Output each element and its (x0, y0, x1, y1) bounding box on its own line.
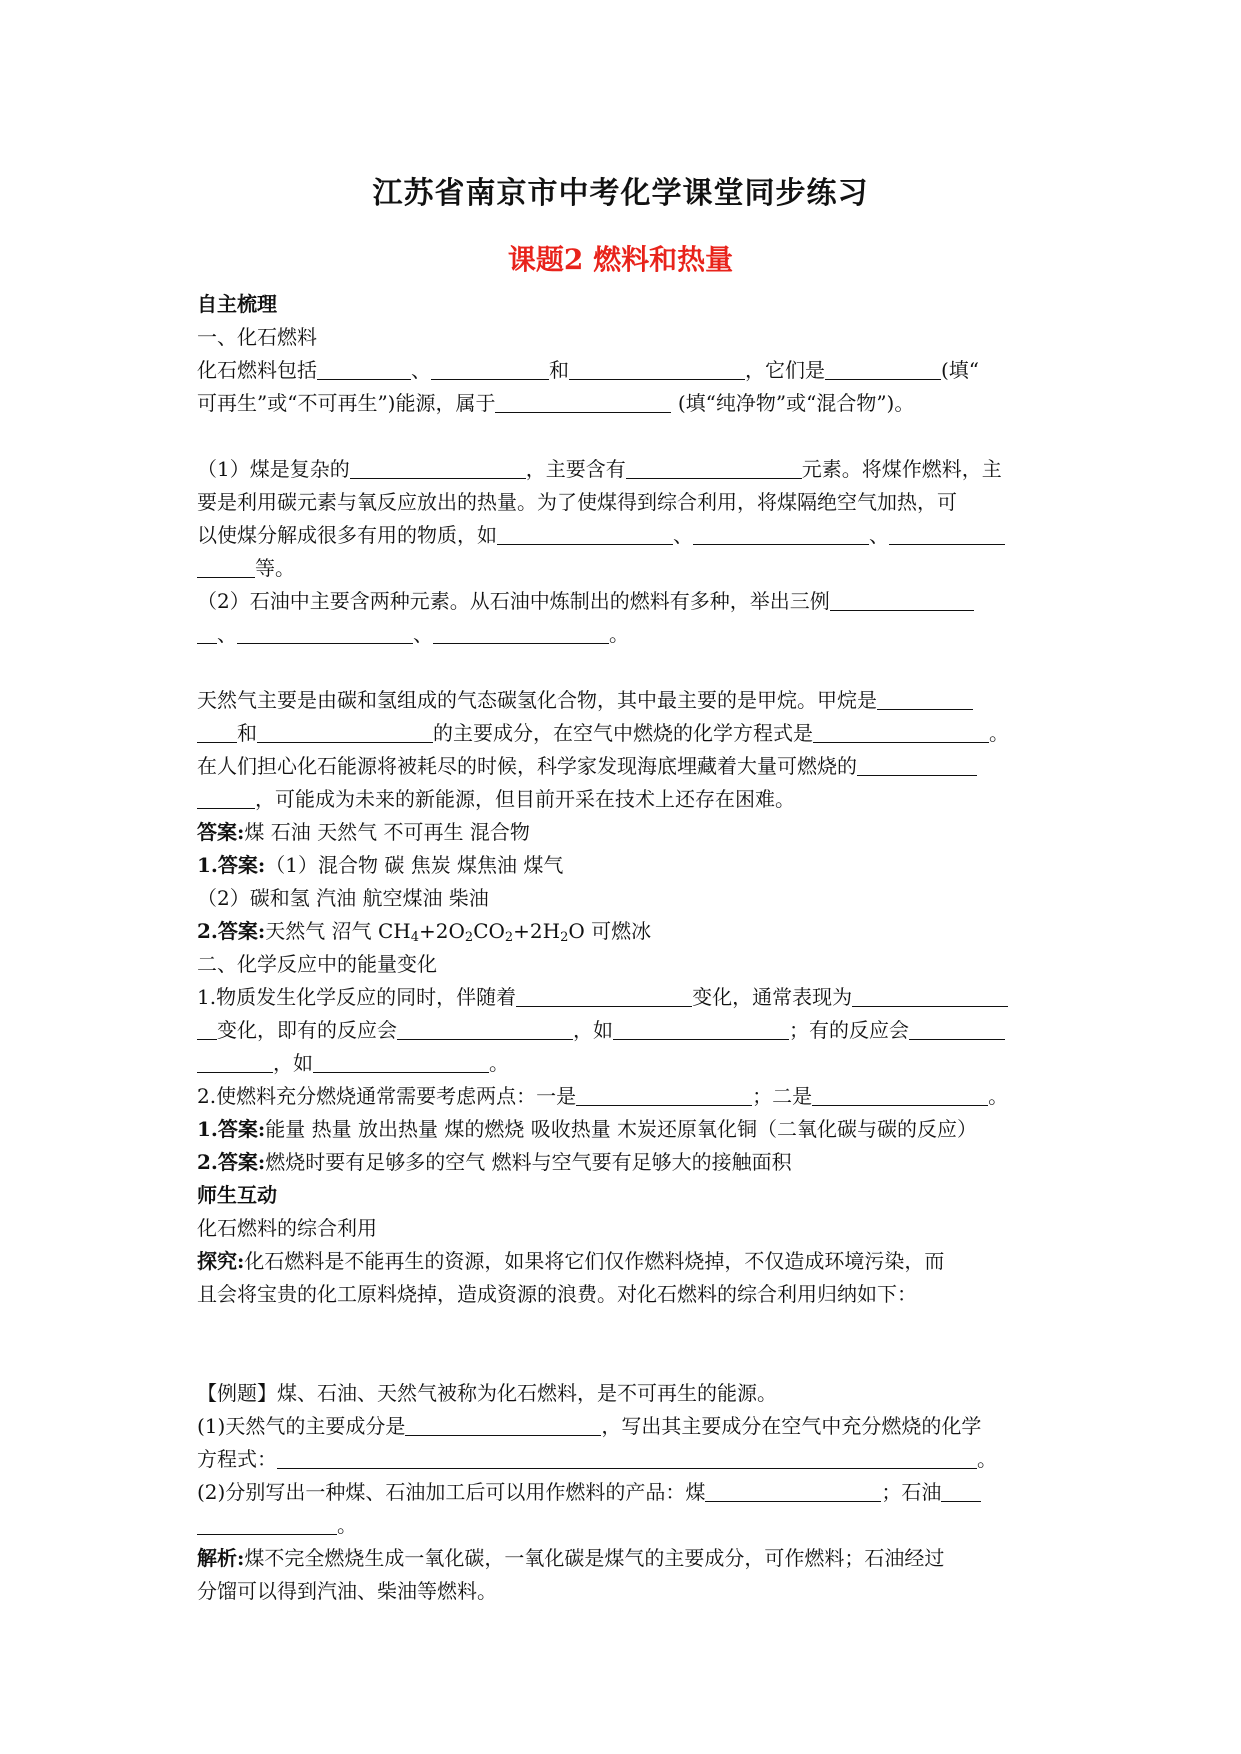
interaction-subtitle: 化石燃料的综合利用 (197, 1216, 377, 1240)
section-heading-interaction: 师生互动 (197, 1183, 277, 1207)
explore-line1: 探究:化石燃料是不能再生的资源，如果将它们仅作燃料烧掉，不仅造成环境污染，而 (197, 1249, 945, 1273)
answer-blank[interactable] (889, 524, 1005, 545)
part1-title: 一、化石燃料 (197, 325, 317, 349)
question-fossil-fuels-line1: 化石燃料包括 、 和 ，它们是 (填“ (197, 358, 980, 382)
answer-blank[interactable] (705, 1481, 881, 1502)
answer-blank[interactable] (812, 1085, 988, 1106)
answer-blank[interactable] (197, 722, 237, 743)
question-oil-line2: 、 、 。 (197, 618, 1045, 651)
answer-blank[interactable] (257, 722, 433, 743)
analysis-line2: 分馏可以得到汽油、柴油等燃料。 (197, 1579, 497, 1603)
document-body (197, 288, 1045, 1608)
combustion-question: 2.使燃料充分燃烧通常需要考虑两点：一是 ；二是 。 (197, 1084, 1009, 1108)
answer-blank[interactable] (497, 524, 673, 545)
answer-line-2: 2.答案:天然气 沼气 $CH_4+2O_2CO_2+2H_2O$ 可燃冰 (197, 919, 652, 945)
answer-blank[interactable] (495, 392, 671, 413)
answer-blank[interactable] (516, 986, 692, 1007)
lesson-subtitle: 课题2 燃料和热量 (507, 243, 734, 276)
answer-blank[interactable] (626, 458, 802, 479)
answer-blank[interactable] (197, 1052, 273, 1073)
answer-blank[interactable] (569, 359, 745, 380)
question-gas-line2: 和 的主要成分，在空气中燃烧的化学方程式是 。 (197, 717, 1045, 750)
energy-answer-2: 2.答案:燃烧时要有足够多的空气 燃料与空气要有足够大的接触面积 (197, 1150, 792, 1174)
answer-blank[interactable] (877, 689, 973, 710)
example-title: 【例题】煤、石油、天然气被称为化石燃料，是不可再生的能源。 (197, 1381, 777, 1405)
page-title: 江苏省南京市中考化学课堂同步练习 (372, 176, 869, 211)
example-q2-line1: (2)分别写出一种煤、石油加工后可以用作燃料的产品：煤 ；石油 (197, 1476, 1045, 1509)
answer-blank[interactable] (405, 1415, 601, 1436)
explore-line2: 且会将宝贵的化工原料烧掉，造成资源的浪费。对化石燃料的综合利用归纳如下： (197, 1282, 917, 1306)
answer-blank[interactable] (830, 590, 974, 611)
question-fossil-fuels-line2: 可再生”或“不可再生”)能源，属于 (填“纯净物”或“混合物”)。 (197, 391, 915, 415)
energy-answer-1: 1.答案:能量 热量 放出热量 煤的燃烧 吸收热量 木炭还原氧化铜（二氧化碳与碳的反应） (197, 1117, 978, 1141)
answer-blank[interactable] (277, 1448, 977, 1469)
question-coal-line2: 要是利用碳元素与氧反应放出的热量。为了使煤得到综合利用，将煤隔绝空气加热，可 (197, 490, 957, 514)
answer-blank[interactable] (237, 623, 413, 644)
section-heading-self-study: 自主梳理 (197, 292, 277, 316)
answer-line-1: 1.答案:（1）混合物 碳 焦炭 煤焦油 煤气 (197, 853, 564, 877)
answer-blank[interactable] (433, 623, 609, 644)
answer-blank[interactable] (197, 788, 255, 809)
answer-blank[interactable] (197, 1514, 337, 1535)
question-oil-line1: （2）石油中主要含两种元素。从石油中炼制出的燃料有多种，举出三例 (197, 585, 1045, 618)
answer-blank[interactable] (941, 1481, 981, 1502)
question-coal-line4: 等。 (197, 552, 1045, 585)
answer-blank[interactable] (431, 359, 549, 380)
question-gas-line4: ，可能成为未来的新能源，但目前开采在技术上还存在困难。 (197, 783, 1045, 816)
example-q1-line2: 方程式： 。 (197, 1447, 997, 1471)
analysis-line1: 解析:煤不完全燃烧生成一氧化碳，一氧化碳是煤气的主要成分，可作燃料；石油经过 (197, 1546, 945, 1570)
answer-blank[interactable] (825, 359, 941, 380)
answer-blank[interactable] (693, 524, 869, 545)
answer-blank[interactable] (613, 1019, 789, 1040)
answer-blank[interactable] (852, 986, 1008, 1007)
question-gas-line1: 天然气主要是由碳和氢组成的气态碳氢化合物，其中最主要的是甲烷。甲烷是 (197, 684, 1045, 717)
example-q1-line1: (1)天然气的主要成分是 ，写出其主要成分在空气中充分燃烧的化学 (197, 1414, 982, 1438)
answer-blank[interactable] (197, 557, 255, 578)
answer-blank[interactable] (576, 1085, 752, 1106)
answer-blank[interactable] (197, 1019, 217, 1040)
energy-question-line3: ，如 。 (197, 1047, 1045, 1080)
answer-line-0: 答案:煤 石油 天然气 不可再生 混合物 (197, 820, 530, 844)
answer-blank[interactable] (317, 359, 411, 380)
answer-line-1b: （2）碳和氢 汽油 航空煤油 柴油 (197, 886, 489, 910)
energy-question-line1: 1.物质发生化学反应的同时，伴随着 变化，通常表现为 (197, 981, 1045, 1014)
answer-blank[interactable] (813, 722, 989, 743)
answer-blank[interactable] (313, 1052, 489, 1073)
answer-blank[interactable] (397, 1019, 573, 1040)
answer-blank[interactable] (909, 1019, 1005, 1040)
answer-blank[interactable] (350, 458, 526, 479)
answer-blank[interactable] (857, 755, 977, 776)
question-coal-line3: 以使煤分解成很多有用的物质，如 、 、 (197, 519, 1045, 552)
question-gas-line3: 在人们担心化石能源将被耗尽的时候，科学家发现海底埋藏着大量可燃烧的 (197, 750, 1045, 783)
answer-blank[interactable] (197, 623, 217, 644)
part2-title: 二、化学反应中的能量变化 (197, 952, 437, 976)
energy-question-line2: 变化，即有的反应会 ，如 ；有的反应会 (197, 1014, 1045, 1047)
question-coal-line1: （1）煤是复杂的 ，主要含有 元素。将煤作燃料，主 (197, 457, 1002, 481)
example-q2-line2: 。 (197, 1509, 1045, 1542)
